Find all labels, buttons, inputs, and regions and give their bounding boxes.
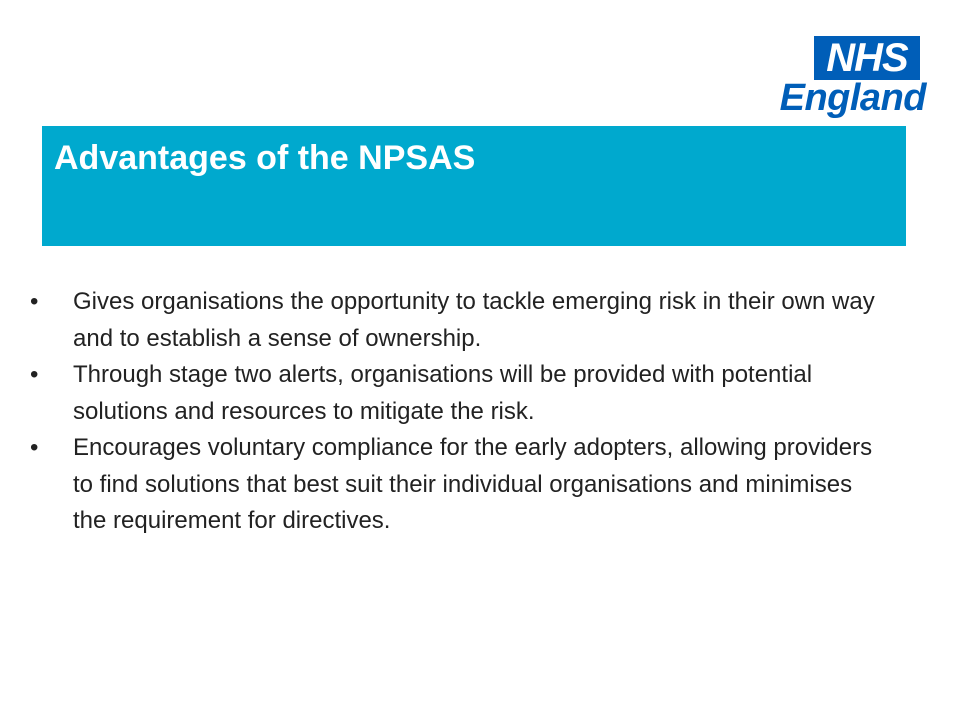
bullet-text: Through stage two alerts, organisations will be provided with potential solutions and resources to mitigate the risk. [73, 361, 813, 425]
bullet-item [30, 284, 880, 357]
bullet-item [30, 430, 880, 540]
title-band [42, 126, 906, 246]
bullet-text: Gives organisations the opportunity to tackle emerging risk in their own way and to establish a sense of ownership. [73, 288, 875, 352]
nhs-england-logo [779, 36, 926, 120]
page-title: Advantages of the NPSAS [54, 139, 476, 177]
bullet-text: Encourages voluntary compliance for the early adopters, allowing providers to find solutions that best suit their individual organisations and minimises the requirement for directives. [73, 434, 873, 534]
nhs-logo-box: NHS [814, 36, 920, 80]
bullet-marker: • [30, 288, 39, 315]
bullet-marker: • [30, 434, 39, 461]
bullet-item [30, 357, 880, 430]
england-logo-word: England [779, 77, 926, 119]
bullet-list [30, 284, 880, 540]
bullet-marker: • [30, 361, 39, 388]
